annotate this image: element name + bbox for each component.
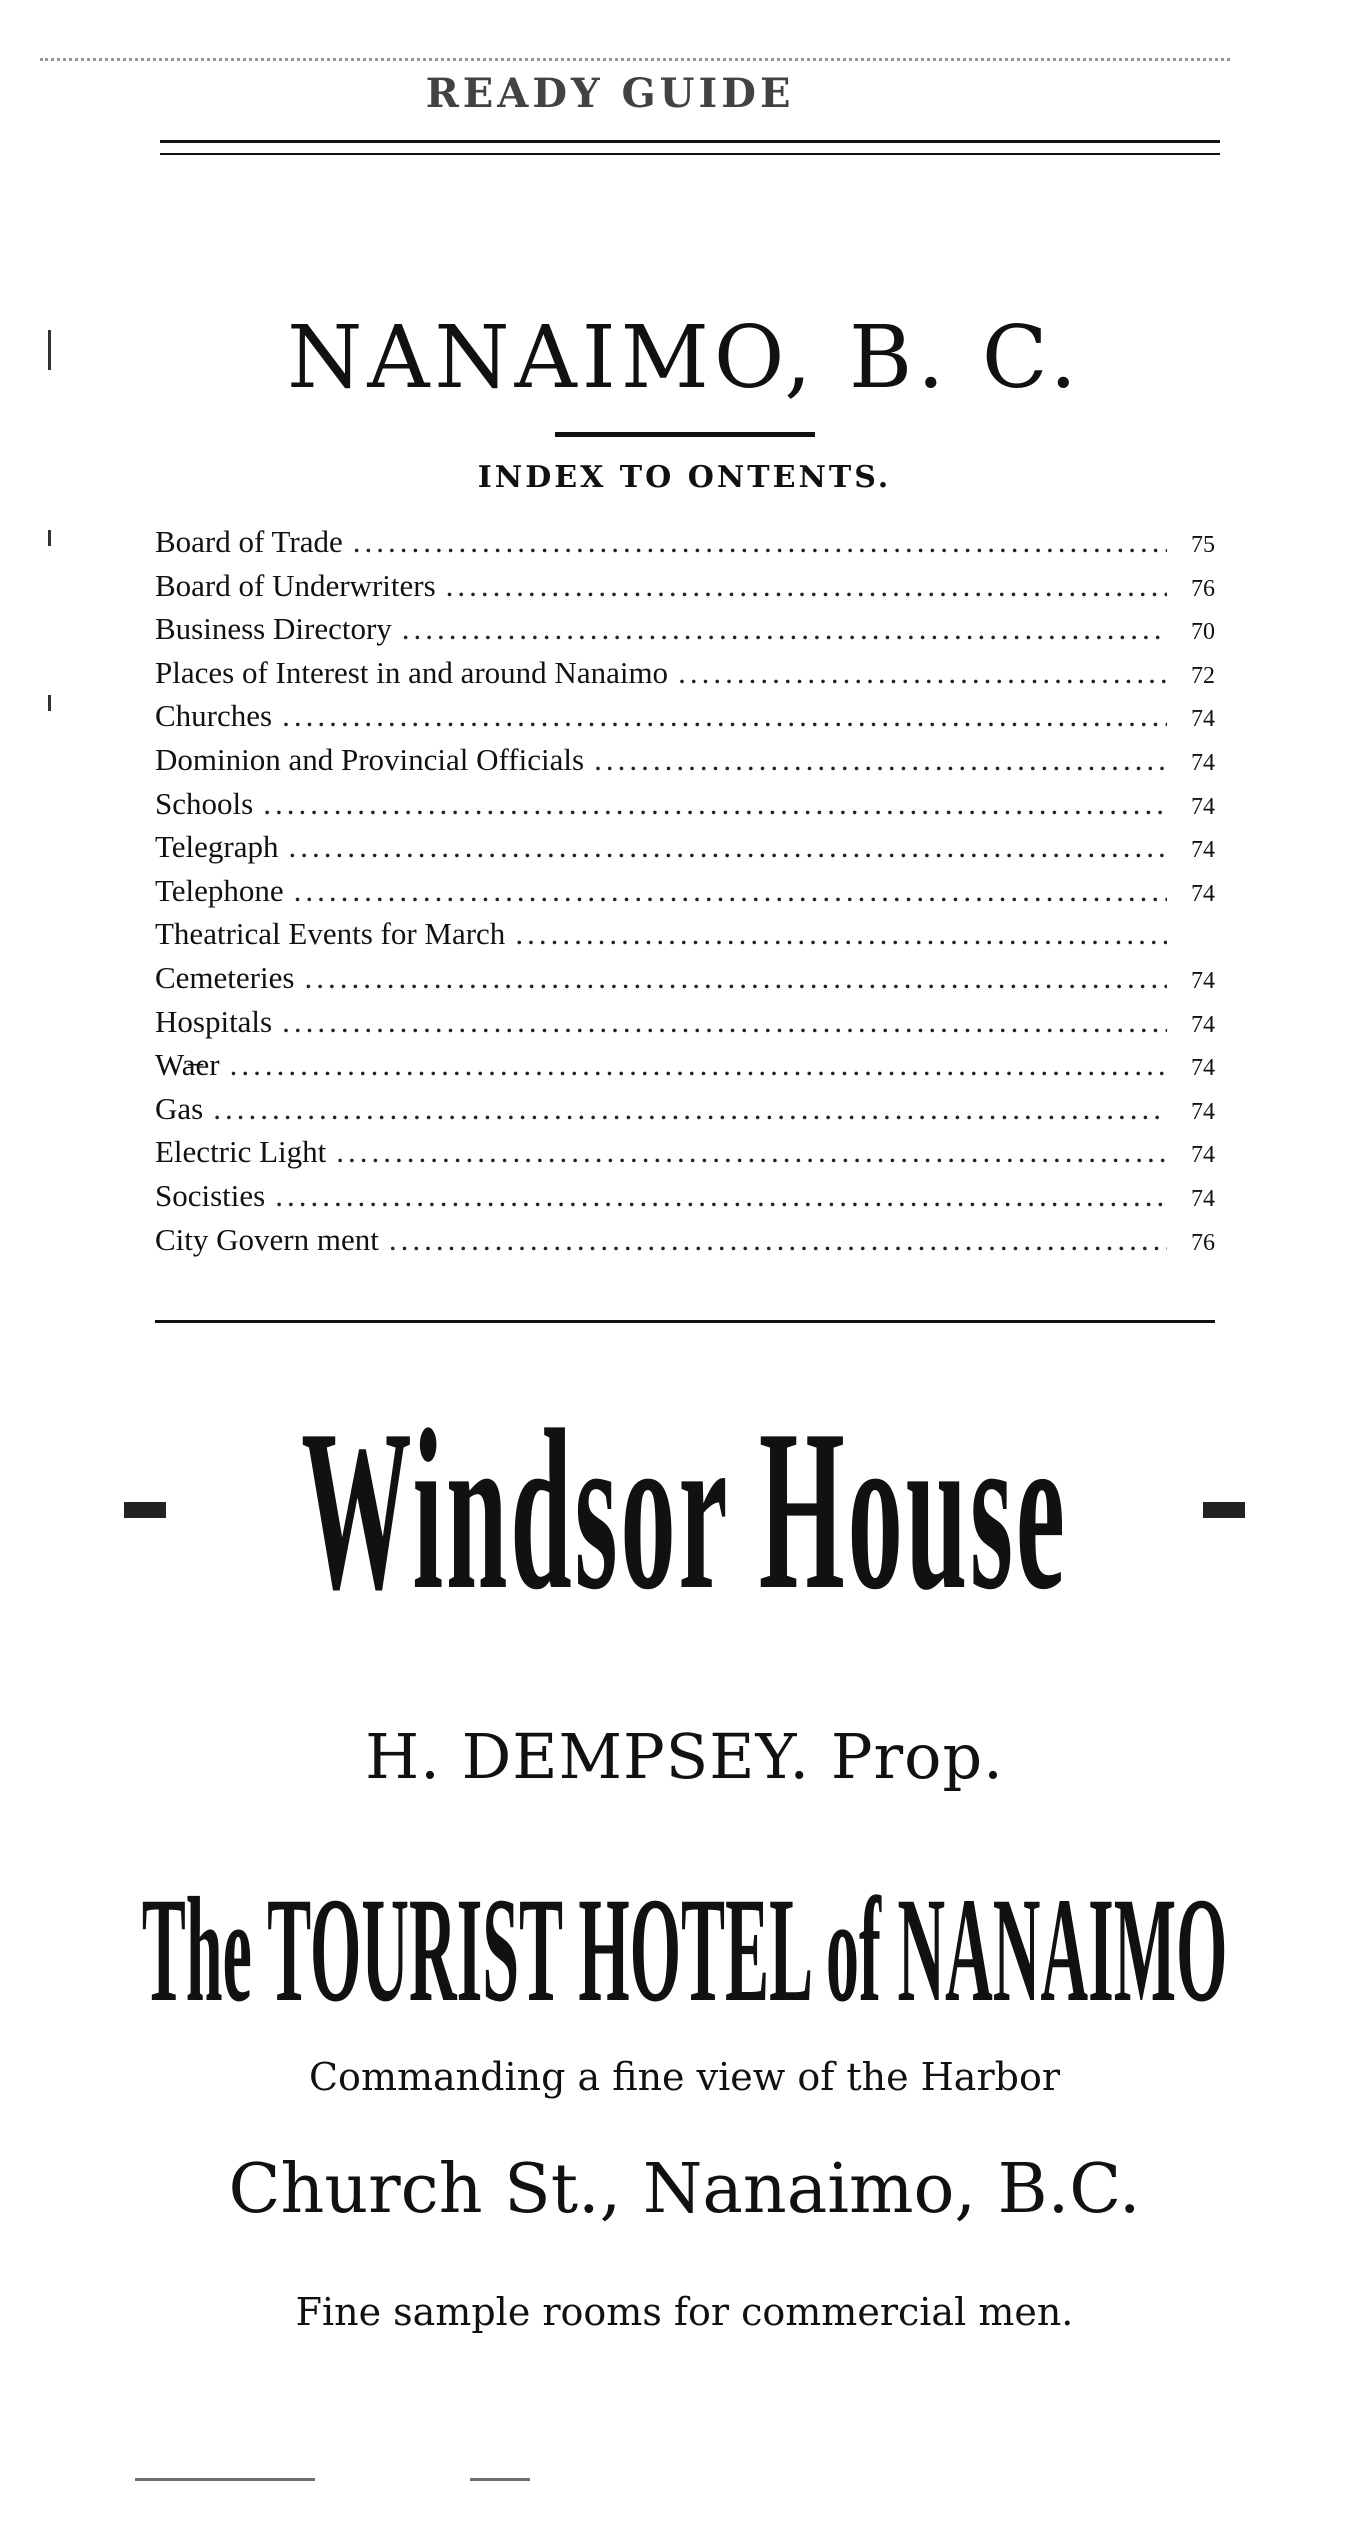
toc-label: Gas — [155, 1090, 204, 1126]
toc-page-number: 76 — [1191, 1229, 1215, 1256]
toc-leader-dots — [446, 564, 1167, 608]
index-heading: INDEX TO ONTENTS. — [477, 460, 892, 495]
toc-page-number: 74 — [1191, 1098, 1215, 1125]
toc-row — [155, 607, 1215, 651]
toc-page-number: 74 — [1191, 880, 1215, 907]
toc-label: Churches — [155, 698, 273, 734]
toc-label: Board of Underwriters — [155, 567, 436, 603]
toc-label: Business Directory — [155, 611, 392, 647]
toc-page-number: 74 — [1191, 837, 1215, 864]
toc-row — [155, 1043, 1215, 1087]
toc-row — [155, 651, 1215, 695]
section-rule — [155, 1320, 1215, 1323]
toc-label: Schools — [155, 785, 254, 821]
toc-page-number: 76 — [1191, 575, 1215, 602]
toc-label: Electric Light — [155, 1134, 327, 1170]
toc-leader-dots — [353, 520, 1167, 564]
toc-row — [155, 869, 1215, 913]
top-dotted-edge — [40, 58, 1230, 61]
margin-mark — [48, 695, 51, 711]
running-head: READY GUIDE — [425, 70, 795, 117]
toc-page-number: 75 — [1191, 532, 1215, 558]
toc-page-number: 74 — [1191, 1142, 1215, 1169]
toc-leader-dots — [678, 651, 1167, 695]
toc-row — [155, 912, 1215, 956]
toc-leader-dots — [515, 912, 1167, 956]
toc-leader-dots — [263, 782, 1167, 826]
hotel-name: Windsor House — [301, 1382, 1068, 1637]
toc-leader-dots — [389, 1218, 1167, 1262]
toc-row — [155, 738, 1215, 782]
toc-label: Socisties — [155, 1177, 266, 1213]
left-ornament-bar — [124, 1502, 166, 1518]
toc-page-number: 74 — [1191, 1185, 1215, 1212]
toc-row — [155, 1218, 1215, 1262]
header-double-rule — [160, 140, 1220, 155]
toc-label: Theatrical Events for March — [155, 916, 506, 952]
toc-row — [155, 694, 1215, 738]
margin-mark — [48, 530, 51, 546]
toc-leader-dots — [213, 1087, 1167, 1131]
toc-leader-dots — [336, 1130, 1167, 1174]
toc-page-number: 72 — [1191, 662, 1215, 689]
address: Church St., Nanaimo, B.C. — [228, 2150, 1141, 2229]
toc-row — [155, 520, 1215, 564]
toc-row — [155, 956, 1215, 1000]
toc-row — [155, 782, 1215, 826]
toc-leader-dots — [282, 694, 1167, 738]
toc-leader-dots — [230, 1043, 1167, 1087]
toc-page-number: 74 — [1191, 967, 1215, 994]
toc-page-number: 70 — [1191, 619, 1215, 646]
toc-page-number: 74 — [1191, 1055, 1215, 1082]
toc-page-number: 74 — [1191, 749, 1215, 776]
toc-label: City Govern ment — [155, 1221, 379, 1257]
toc-leader-dots — [402, 607, 1167, 651]
toc-row — [155, 825, 1215, 869]
bottom-rule — [135, 2478, 315, 2481]
rooms-text: Fine sample rooms for commercial men. — [295, 2290, 1074, 2334]
toc-leader-dots — [289, 825, 1168, 869]
toc-page-number: 74 — [1191, 706, 1215, 733]
page-title: NANAIMO, B. C. — [287, 308, 1082, 408]
title-rule — [555, 432, 815, 437]
toc-label: Wa̶er — [155, 1047, 220, 1083]
toc-row — [155, 1174, 1215, 1218]
toc-label: Dominion and Provincial Officials — [155, 741, 585, 777]
toc-label: Cemeteries — [155, 959, 295, 995]
right-ornament-bar — [1203, 1502, 1245, 1518]
toc-row — [155, 1000, 1215, 1044]
hotel-name-banner — [0, 1360, 1369, 1660]
toc-leader-dots — [594, 738, 1167, 782]
bottom-rule — [470, 2478, 530, 2481]
toc-leader-dots — [275, 1174, 1167, 1218]
table-of-contents — [155, 520, 1215, 1261]
toc-row — [155, 1130, 1215, 1174]
toc-leader-dots — [294, 869, 1167, 913]
toc-label: Places of Interest in and around Nanaimo — [155, 654, 669, 690]
toc-page-number: 74 — [1191, 1011, 1215, 1038]
toc-row — [155, 564, 1215, 608]
view-text: Commanding a fine view of the Harbor — [308, 2055, 1060, 2099]
toc-label: Hospitals — [155, 1003, 273, 1039]
toc-label: Telegraph — [155, 829, 279, 865]
toc-leader-dots — [304, 956, 1167, 1000]
proprietor: H. DEMPSEY. Prop. — [365, 1720, 1004, 1793]
toc-row — [155, 1087, 1215, 1131]
toc-label: Board of Trade — [155, 524, 343, 559]
toc-label: Telephone — [155, 872, 284, 908]
toc-page-number: 74 — [1191, 793, 1215, 820]
tagline: The TOURIST HOTEL of NANAIMO — [141, 1867, 1228, 2033]
toc-leader-dots — [282, 1000, 1167, 1044]
tagline-block — [0, 1867, 1369, 2033]
